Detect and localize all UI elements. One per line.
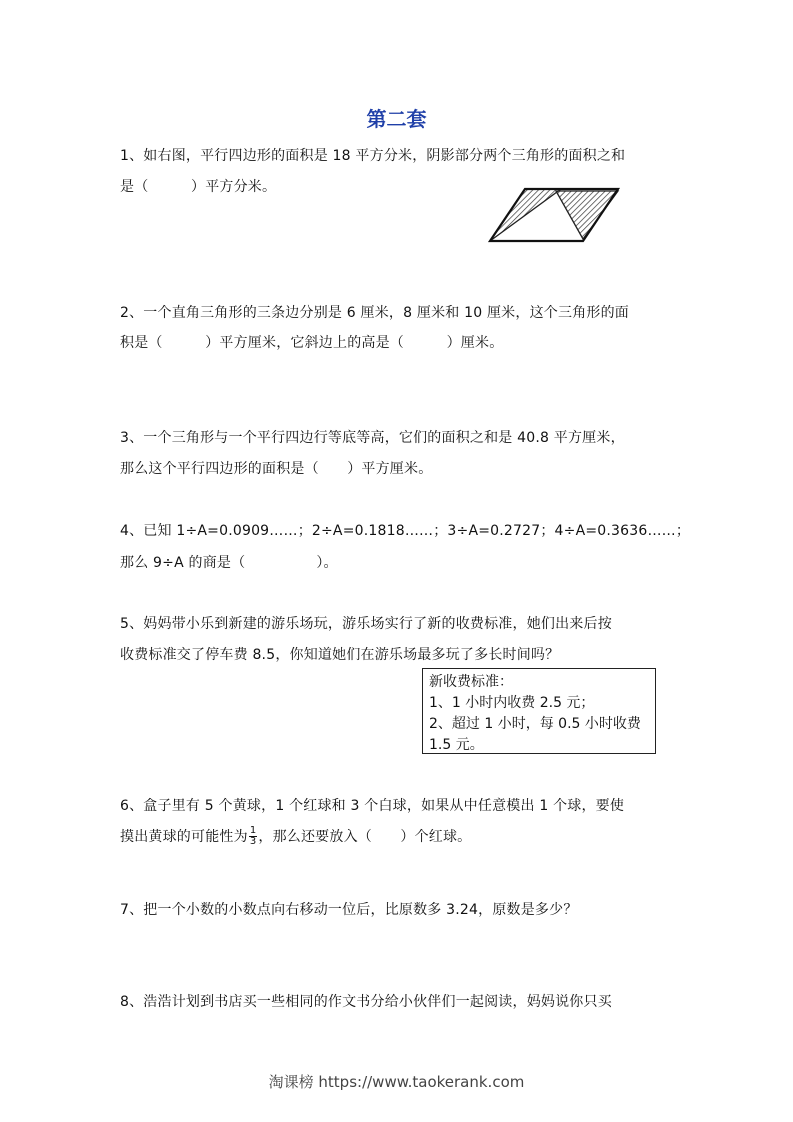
question-2-line-1: 2、一个直角三角形的三条边分别是 6 厘米，8 厘米和 10 厘米，这个三角形的面 (120, 305, 629, 321)
question-1-line-1: 1、如右图，平行四边形的面积是 18 平方分米，阴影部分两个三角形的面积之和 (120, 148, 626, 164)
question-7-line-1: 7、把一个小数的小数点向右移动一位后，比原数多 3.24，原数是多少？ (120, 902, 578, 918)
shaded-triangle-left (490, 189, 561, 241)
fraction-denominator: 3 (249, 835, 257, 847)
parallelogram-figure (480, 180, 622, 244)
question-6-text-before: 摸出黄球的可能性为 (120, 829, 248, 845)
fraction (249, 826, 258, 847)
question-3-line-1: 3、一个三角形与一个平行四边行等底等高，它们的面积之和是 40.8 平方厘米， (120, 430, 625, 446)
question-5-line-1: 5、妈妈带小乐到新建的游乐场玩，游乐场实行了新的收费标准，她们出来后按 (120, 616, 612, 632)
question-5-line-2: 收费标准交了停车费 8.5，你知道她们在游乐场最多玩了多长时间吗？ (120, 647, 560, 663)
shaded-triangle-right (556, 191, 618, 239)
fee-box-line-3: 2、超过 1 小时，每 0.5 小时收费 (429, 716, 641, 732)
question-4-line-2: 那么 9÷A 的商是（ ）。 (120, 555, 338, 571)
question-8-line-1: 8、浩浩计划到书店买一些相同的作文书分给小伙伴们一起阅读，妈妈说你只买 (120, 994, 612, 1010)
fee-box-line-4: 1.5 元。 (429, 737, 484, 753)
question-6-line-2 (120, 826, 471, 848)
question-4-line-1: 4、已知 1÷A=0.0909……；2÷A=0.1818……；3÷A=0.2727；4÷A=0.3636……； (120, 523, 691, 539)
fee-box-line-1: 新收费标准： (429, 674, 513, 690)
footer-watermark: 淘课榜 https://www.taokerank.com (268, 1073, 525, 1091)
question-6-line-1: 6、盒子里有 5 个黄球，1 个红球和 3 个白球，如果从中任意模出 1 个球，要使 (120, 798, 625, 814)
question-1-line-2: 是（ ）平方分米。 (120, 179, 277, 195)
fee-box-line-2: 1、1 小时内收费 2.5 元； (429, 695, 595, 711)
question-3-line-2: 那么这个平行四边形的面积是（ ）平方厘米。 (120, 461, 433, 477)
question-2-line-2: 积是（ ）平方厘米，它斜边上的高是（ ）厘米。 (120, 335, 504, 351)
question-6-text-after: ，那么还要放入（ ）个红球。 (258, 829, 472, 845)
fee-standard-box (422, 668, 656, 754)
page-title: 第二套 (366, 107, 427, 131)
fraction-numerator: 1 (249, 824, 257, 836)
